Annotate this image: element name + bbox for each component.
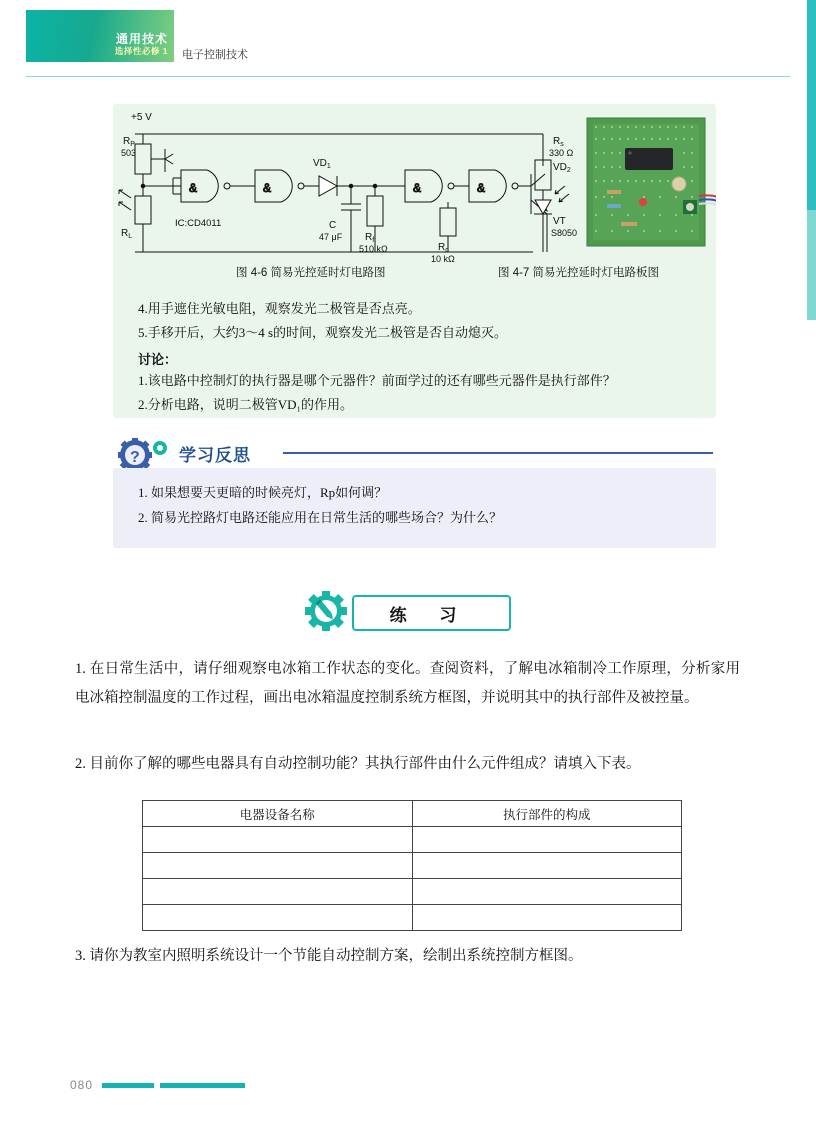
figure-2-caption: 图 4-7 简易光控延时灯电路板图 — [498, 267, 660, 279]
reflection-item: 1. 如果想要天更暗的时候亮灯，Rp如何调？ — [138, 485, 388, 500]
svg-text:RL: $R_L$ — [121, 228, 133, 240]
label-vt-model: S8050 — [551, 228, 578, 238]
label-c: C — [329, 220, 337, 231]
pencil-gear-icon — [300, 590, 360, 636]
label-supply: +5 V — [131, 112, 152, 123]
table-cell[interactable] — [143, 905, 413, 931]
table-cell[interactable] — [143, 879, 413, 905]
reflection-header — [113, 438, 716, 472]
svg-text:RP: $R_P$ — [123, 136, 135, 148]
svg-text:VD2: $VD_2$ — [553, 162, 571, 174]
page-footer — [70, 1078, 230, 1092]
activity-step: 4.用手遮住光敏电阻，观察发光二极管是否点亮。 — [138, 301, 421, 316]
page-number: 080 — [70, 1078, 94, 1092]
discuss-item: 2.分析电路，说明二极管VD₁的作用。 — [138, 397, 354, 413]
label-ic: IC:CD4011 — [175, 218, 222, 229]
gear-question-icon — [113, 438, 175, 472]
svg-text:&: & — [477, 181, 486, 195]
page-edge-bar-bottom — [807, 210, 816, 320]
exercise-item-2: 2. 目前你了解的哪些电器具有自动控制功能？其执行部件由什么元件组成？请填入下表。 — [75, 756, 641, 772]
header-chapter-title: 电子控制技术 — [182, 49, 248, 61]
table-row[interactable] — [143, 879, 682, 905]
svg-text:Rs: $R_s$ — [553, 136, 564, 148]
table-cell[interactable] — [412, 905, 682, 931]
pcb-photo — [587, 118, 716, 246]
header-brand-band — [26, 10, 174, 62]
reflection-box — [113, 468, 716, 548]
reflection-item: 2. 简易光控路灯电路还能应用在日常生活的哪些场合？为什么？ — [138, 510, 503, 526]
discuss-title: 讨论： — [138, 352, 178, 367]
label-rp-value: 503 — [121, 148, 137, 158]
table-cell[interactable] — [143, 853, 413, 879]
svg-text:&: & — [189, 181, 198, 195]
svg-text:?: ? — [130, 449, 140, 466]
svg-text:VD1: $VD_1$ — [313, 158, 331, 170]
table-header-cell: 电器设备名称 — [143, 801, 413, 827]
discuss-list — [138, 369, 698, 417]
table-cell[interactable] — [143, 827, 413, 853]
label-rs-value: 330 Ω — [549, 148, 574, 158]
page-edge-bar-top — [807, 0, 816, 210]
svg-text:Rf: $R_f$ — [365, 232, 375, 244]
label-vt: VT — [553, 216, 566, 227]
exercise-item-3: 3. 请你为教室内照明系统设计一个节能自动控制方案，绘制出系统控制方框图。 — [75, 948, 583, 964]
svg-text:&: & — [413, 181, 422, 195]
discuss-item: 1.该电路中控制灯的执行器是哪个元器件？前面学过的还有哪些元器件是执行部件？ — [138, 373, 616, 388]
figure-1-caption: 图 4-6 简易光控延时灯电路图 — [236, 267, 386, 279]
label-rc-value: 10 kΩ — [431, 254, 455, 264]
svg-text:Rc: $R_c$ — [438, 242, 449, 254]
activity-box — [113, 104, 716, 418]
table-row[interactable] — [143, 853, 682, 879]
footer-bar-right — [160, 1083, 245, 1088]
svg-text:&: & — [263, 181, 272, 195]
table-cell[interactable] — [412, 827, 682, 853]
activity-step: 5.手移开后，大约3～4 s的时间，观察发光二极管是否自动熄灭。 — [138, 325, 508, 341]
exercise-header — [300, 590, 520, 636]
table-cell[interactable] — [412, 853, 682, 879]
table-cell[interactable] — [412, 879, 682, 905]
table-row[interactable] — [143, 827, 682, 853]
header-subject: 通用技术 — [115, 32, 168, 47]
reflection-list — [138, 480, 698, 531]
reflection-title: 学习反思 — [179, 446, 251, 465]
exercise-title: 练 习 — [389, 606, 471, 625]
reflection-underline — [283, 452, 713, 454]
table-header-cell: 执行部件的构成 — [412, 801, 682, 827]
table-row[interactable] — [143, 905, 682, 931]
exercise-table — [142, 800, 682, 931]
activity-steps — [138, 297, 698, 345]
footer-bar-left — [102, 1083, 154, 1088]
header-series: 选择性必修 1 — [114, 46, 168, 57]
header-divider — [26, 76, 790, 77]
header-brand-text — [115, 33, 168, 57]
exercise-item-1: 1. 在日常生活中，请仔细观察电冰箱工作状态的变化。查阅资料，了解电冰箱制冷工作原理，分析家用电冰箱控制温度的工作过程，画出电冰箱温度控制系统方框图，并说明其中的执行部件及被控量。 — [75, 661, 740, 706]
label-c-value: 47 μF — [319, 232, 343, 242]
label-rf-value: 510 kΩ — [359, 244, 388, 254]
table-header-row — [143, 801, 682, 827]
